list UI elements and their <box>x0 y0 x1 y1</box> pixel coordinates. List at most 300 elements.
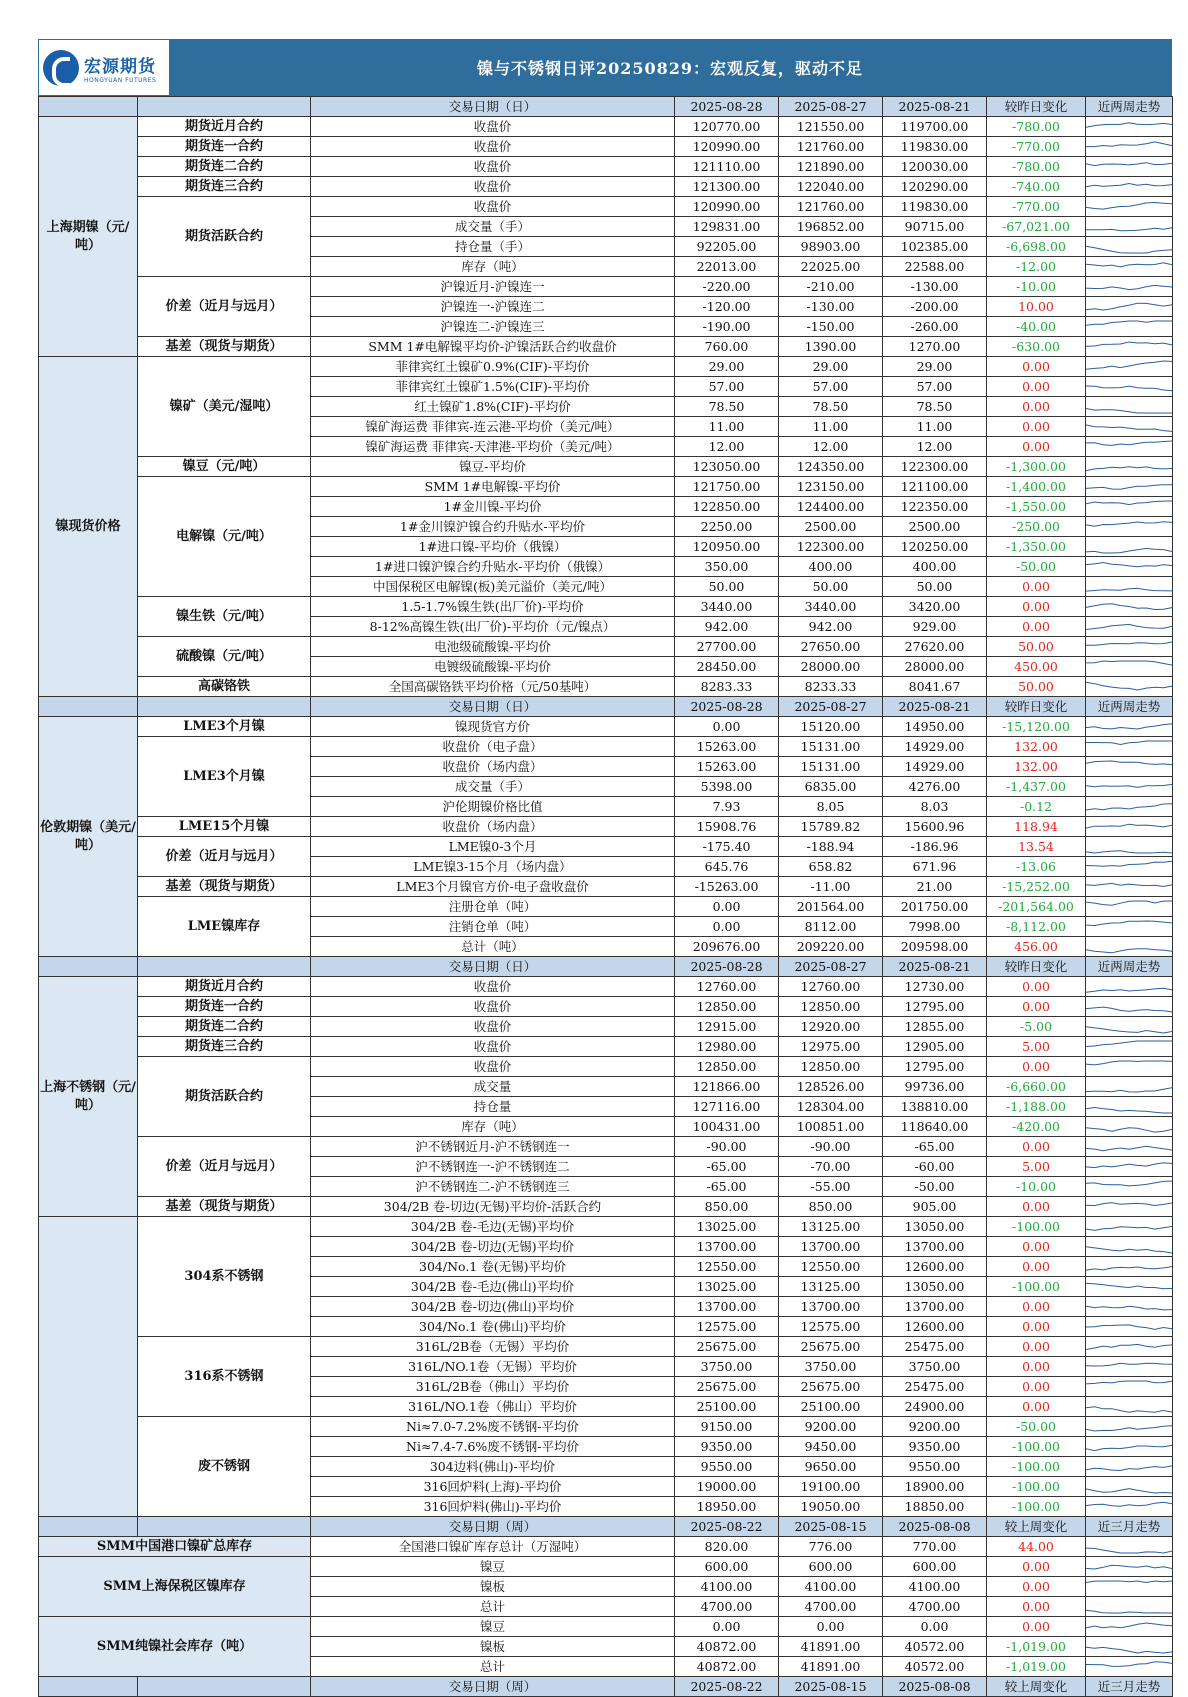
trend-line <box>1086 784 1172 787</box>
indicator-name: 中国保税区电解镍(板)美元溢价（美元/吨） <box>311 577 675 597</box>
trend-line <box>1086 162 1172 165</box>
trend-line <box>1086 1146 1172 1151</box>
group-label: SMM纯镍社会库存（吨） <box>39 1617 311 1677</box>
sparkline-cell <box>1086 1617 1173 1637</box>
value-cell: 25675.00 <box>675 1337 779 1357</box>
value-cell: 850.00 <box>675 1197 779 1217</box>
value-cell: 128526.00 <box>779 1077 883 1097</box>
value-cell: 3440.00 <box>779 597 883 617</box>
group-label: 上海不锈钢（元/吨） <box>39 977 138 1217</box>
value-cell: 28450.00 <box>675 657 779 677</box>
value-cell: 22025.00 <box>779 257 883 277</box>
change-cell: 13.54 <box>987 837 1086 857</box>
change-cell: 0.00 <box>987 397 1086 417</box>
sub-label: 期货活跃合约 <box>138 197 311 277</box>
value-cell: 11.00 <box>883 417 987 437</box>
table-row <box>39 637 1173 657</box>
change-cell: 0.00 <box>987 1557 1086 1577</box>
trend-line <box>1086 1226 1172 1230</box>
sparkline-cell <box>1086 1437 1173 1457</box>
indicator-name: LME3个月镍官方价-电子盘收盘价 <box>311 877 675 897</box>
change-cell: 0.00 <box>987 1577 1086 1597</box>
trend-line <box>1086 521 1172 526</box>
value-cell: 13700.00 <box>883 1237 987 1257</box>
indicator-name: 电池级硫酸镍-平均价 <box>311 637 675 657</box>
logo-text: 宏源期货 <box>84 56 156 77</box>
header-cell: 2025-08-22 <box>675 1677 779 1697</box>
indicator-name: 1#进口镍-平均价（俄镍） <box>311 537 675 557</box>
value-cell: 50.00 <box>675 577 779 597</box>
table-row <box>39 337 1173 357</box>
value-cell: 122350.00 <box>883 497 987 517</box>
table-row <box>39 1217 1173 1237</box>
table-row <box>39 177 1173 197</box>
trend-line <box>1086 501 1172 505</box>
trend-line <box>1086 1610 1172 1613</box>
sparkline-cell <box>1086 177 1173 197</box>
indicator-name: 收盘价 <box>311 197 675 217</box>
sparkline-cell <box>1086 217 1173 237</box>
value-cell: 118640.00 <box>883 1117 987 1137</box>
trend-line <box>1086 1061 1172 1065</box>
value-cell: 905.00 <box>883 1197 987 1217</box>
value-cell: 15908.76 <box>675 817 779 837</box>
indicator-name: 镍豆 <box>311 1557 675 1577</box>
value-cell: 121110.00 <box>675 157 779 177</box>
change-cell: -1,400.00 <box>987 477 1086 497</box>
header-cell: 2025-08-27 <box>779 97 883 117</box>
value-cell: 99736.00 <box>883 1077 987 1097</box>
value-cell: 201750.00 <box>883 897 987 917</box>
header-cell: 2025-08-22 <box>675 1517 779 1537</box>
header-cell <box>138 697 311 717</box>
sparkline-cell <box>1086 1657 1173 1677</box>
value-cell: 15131.00 <box>779 737 883 757</box>
value-cell: 760.00 <box>675 337 779 357</box>
header-row <box>39 1517 1173 1537</box>
sparkline-cell <box>1086 317 1173 337</box>
value-cell: 120250.00 <box>883 537 987 557</box>
indicator-name: 持仓量（手） <box>311 237 675 257</box>
data-table <box>38 96 1173 1697</box>
value-cell: 98903.00 <box>779 237 883 257</box>
value-cell: 92205.00 <box>675 237 779 257</box>
indicator-name: 1#进口镍沪镍合约升贴水-平均价（俄镍） <box>311 557 675 577</box>
value-cell: 209676.00 <box>675 937 779 957</box>
indicator-name: 沪不锈钢近月-沪不锈钢连一 <box>311 1137 675 1157</box>
value-cell: -90.00 <box>779 1137 883 1157</box>
value-cell: -200.00 <box>883 297 987 317</box>
value-cell: 15789.82 <box>779 817 883 837</box>
value-cell: 119700.00 <box>883 117 987 137</box>
indicator-name: 1#金川镍-平均价 <box>311 497 675 517</box>
value-cell: 12795.00 <box>883 997 987 1017</box>
sparkline-cell <box>1086 857 1173 877</box>
value-cell: 78.50 <box>675 397 779 417</box>
value-cell: 9550.00 <box>675 1457 779 1477</box>
value-cell: 25475.00 <box>883 1377 987 1397</box>
header-cell <box>39 1517 138 1537</box>
value-cell: 8112.00 <box>779 917 883 937</box>
sub-label: 期货连三合约 <box>138 1037 311 1057</box>
value-cell: 28000.00 <box>779 657 883 677</box>
indicator-name: 沪伦期镍价格比值 <box>311 797 675 817</box>
value-cell: 18950.00 <box>675 1497 779 1517</box>
change-cell: 44.00 <box>987 1537 1086 1557</box>
change-cell: -1,019.00 <box>987 1637 1086 1657</box>
indicator-name: 总计 <box>311 1597 675 1617</box>
value-cell: 14950.00 <box>883 717 987 737</box>
indicator-name: 注册仓单（吨） <box>311 897 675 917</box>
change-cell: 10.00 <box>987 297 1086 317</box>
trend-line <box>1086 1266 1172 1270</box>
value-cell: 942.00 <box>675 617 779 637</box>
change-cell: 0.00 <box>987 977 1086 997</box>
indicator-name: 收盘价 <box>311 1057 675 1077</box>
value-cell: 40872.00 <box>675 1637 779 1657</box>
change-cell: 50.00 <box>987 637 1086 657</box>
trend-line <box>1086 466 1172 470</box>
value-cell: 12.00 <box>779 437 883 457</box>
sparkline-cell <box>1086 357 1173 377</box>
value-cell: 14929.00 <box>883 757 987 777</box>
value-cell: 25675.00 <box>675 1377 779 1397</box>
sparkline-cell <box>1086 817 1173 837</box>
value-cell: 138810.00 <box>883 1097 987 1117</box>
trend-line <box>1086 183 1172 186</box>
table-row <box>39 117 1173 137</box>
sparkline-cell <box>1086 577 1173 597</box>
value-cell: 12760.00 <box>779 977 883 997</box>
trend-line <box>1086 723 1172 728</box>
value-cell: 128304.00 <box>779 1097 883 1117</box>
header-cell: 2025-08-08 <box>883 1677 987 1697</box>
value-cell: 50.00 <box>883 577 987 597</box>
sub-label: LME15个月镍 <box>138 817 311 837</box>
change-cell: -1,437.00 <box>987 777 1086 797</box>
sub-label: 期货连二合约 <box>138 157 311 177</box>
sub-label: 硫酸镍（元/吨） <box>138 637 311 677</box>
header-cell: 2025-08-28 <box>675 697 779 717</box>
table-row <box>39 1197 1173 1217</box>
trend-line <box>1086 227 1172 230</box>
value-cell: 4100.00 <box>675 1577 779 1597</box>
sparkline-cell <box>1086 1197 1173 1217</box>
value-cell: 0.00 <box>779 1617 883 1637</box>
indicator-name: 成交量 <box>311 1077 675 1097</box>
value-cell: 15600.96 <box>883 817 987 837</box>
value-cell: 13125.00 <box>779 1217 883 1237</box>
change-cell: 0.00 <box>987 1357 1086 1377</box>
sparkline-cell <box>1086 557 1173 577</box>
value-cell: 21.00 <box>883 877 987 897</box>
indicator-name: 316L/2B卷（佛山）平均价 <box>311 1377 675 1397</box>
value-cell: 6835.00 <box>779 777 883 797</box>
indicator-name: 库存（吨） <box>311 257 675 277</box>
change-cell: 0.00 <box>987 1397 1086 1417</box>
indicator-name: 304/2B 卷-切边(无锡)平均价-活跃合约 <box>311 1197 675 1217</box>
indicator-name: 总计 <box>311 1657 675 1677</box>
trend-line <box>1086 246 1172 253</box>
table-row <box>39 137 1173 157</box>
table-row <box>39 977 1173 997</box>
indicator-name: 收盘价 <box>311 137 675 157</box>
value-cell: 600.00 <box>675 1557 779 1577</box>
trend-line <box>1086 661 1172 665</box>
group-label: SMM上海保税区镍库存 <box>39 1557 311 1617</box>
value-cell: -90.00 <box>675 1137 779 1157</box>
change-cell: -770.00 <box>987 197 1086 217</box>
trend-line <box>1086 1445 1172 1450</box>
value-cell: 3420.00 <box>883 597 987 617</box>
value-cell: 12550.00 <box>779 1257 883 1277</box>
trend-line <box>1086 408 1172 413</box>
value-cell: 13050.00 <box>883 1217 987 1237</box>
value-cell: 25100.00 <box>779 1397 883 1417</box>
trend-line <box>1086 1181 1172 1186</box>
indicator-name: 菲律宾红土镍矿0.9%(CIF)-平均价 <box>311 357 675 377</box>
trend-line <box>1086 1465 1172 1470</box>
value-cell: -210.00 <box>779 277 883 297</box>
sparkline-cell <box>1086 1097 1173 1117</box>
trend-line <box>1086 803 1172 809</box>
indicator-name: 持仓量 <box>311 1097 675 1117</box>
trend-line <box>1086 741 1172 745</box>
trend-line <box>1086 548 1172 553</box>
change-cell: -13.06 <box>987 857 1086 877</box>
change-cell: 0.00 <box>987 597 1086 617</box>
header-cell: 2025-08-21 <box>883 957 987 977</box>
sparkline-cell <box>1086 337 1173 357</box>
indicator-name: 304/2B 卷-毛边(佛山)平均价 <box>311 1277 675 1297</box>
value-cell: 40872.00 <box>675 1657 779 1677</box>
value-cell: -150.00 <box>779 317 883 337</box>
table-row <box>39 1137 1173 1157</box>
trend-line <box>1086 1488 1172 1492</box>
value-cell: 196852.00 <box>779 217 883 237</box>
report-header <box>38 39 1172 96</box>
group-label: 伦敦期镍（美元/吨） <box>39 717 138 957</box>
table-row <box>39 877 1173 897</box>
value-cell: 121866.00 <box>675 1077 779 1097</box>
change-cell: -5.00 <box>987 1017 1086 1037</box>
indicator-name: 镍豆-平均价 <box>311 457 675 477</box>
sparkline-cell <box>1086 797 1173 817</box>
header-cell: 2025-08-15 <box>779 1677 883 1697</box>
indicator-name: 注销仓单（吨） <box>311 917 675 937</box>
value-cell: 22013.00 <box>675 257 779 277</box>
trend-line <box>1086 441 1172 445</box>
value-cell: 120030.00 <box>883 157 987 177</box>
sparkline-cell <box>1086 1337 1173 1357</box>
sparkline-cell <box>1086 1497 1173 1517</box>
value-cell: 600.00 <box>779 1557 883 1577</box>
trend-line <box>1086 1344 1172 1349</box>
indicator-name: 304边料(佛山)-平均价 <box>311 1457 675 1477</box>
sub-label: 期货连二合约 <box>138 1017 311 1037</box>
value-cell: 121100.00 <box>883 477 987 497</box>
value-cell: 671.96 <box>883 857 987 877</box>
indicator-name: LME镍3-15个月（场内盘） <box>311 857 675 877</box>
value-cell: 3750.00 <box>779 1357 883 1377</box>
indicator-name: 316回炉料(佛山)-平均价 <box>311 1497 675 1517</box>
value-cell: 15263.00 <box>675 757 779 777</box>
trend-line <box>1086 342 1172 346</box>
trend-line <box>1086 1425 1172 1430</box>
value-cell: 350.00 <box>675 557 779 577</box>
table-row <box>39 1337 1173 1357</box>
value-cell: 100851.00 <box>779 1117 883 1137</box>
trend-line <box>1086 1647 1172 1653</box>
sparkline-cell <box>1086 277 1173 297</box>
change-cell: 0.00 <box>987 1197 1086 1217</box>
table-row <box>39 157 1173 177</box>
indicator-name: 电镀级硫酸镍-平均价 <box>311 657 675 677</box>
value-cell: 13125.00 <box>779 1277 883 1297</box>
change-cell: -6,660.00 <box>987 1077 1086 1097</box>
change-cell: -100.00 <box>987 1497 1086 1517</box>
indicator-name: 全国高碳铬铁平均价格（元/50基吨） <box>311 677 675 697</box>
value-cell: 12975.00 <box>779 1037 883 1057</box>
value-cell: 7998.00 <box>883 917 987 937</box>
value-cell: 122300.00 <box>883 457 987 477</box>
sparkline-cell <box>1086 1457 1173 1477</box>
table-row <box>39 357 1173 377</box>
change-cell: -100.00 <box>987 1437 1086 1457</box>
logo-mark-icon <box>43 50 79 86</box>
value-cell: 40572.00 <box>883 1637 987 1657</box>
value-cell: 25100.00 <box>675 1397 779 1417</box>
sub-label: 316系不锈钢 <box>138 1337 311 1417</box>
indicator-name: 收盘价 <box>311 1037 675 1057</box>
sparkline-cell <box>1086 877 1173 897</box>
change-cell: 0.00 <box>987 437 1086 457</box>
sparkline-cell <box>1086 517 1173 537</box>
header-cell: 较上周变化 <box>987 1517 1086 1537</box>
indicator-name: 收盘价 <box>311 1017 675 1037</box>
sparkline-cell <box>1086 677 1173 697</box>
value-cell: 2250.00 <box>675 517 779 537</box>
value-cell: 29.00 <box>779 357 883 377</box>
value-cell: 120990.00 <box>675 137 779 157</box>
header-cell: 交易日期（周） <box>311 1517 675 1537</box>
value-cell: 13700.00 <box>883 1297 987 1317</box>
value-cell: 12850.00 <box>779 1057 883 1077</box>
value-cell: 209220.00 <box>779 937 883 957</box>
sparkline-cell <box>1086 477 1173 497</box>
indicator-name: SMM 1#电解镍-平均价 <box>311 477 675 497</box>
value-cell: 22588.00 <box>883 257 987 277</box>
sparkline-cell <box>1086 1637 1173 1657</box>
change-cell: -780.00 <box>987 117 1086 137</box>
value-cell: 129831.00 <box>675 217 779 237</box>
trend-line <box>1086 1162 1172 1167</box>
value-cell: 24900.00 <box>883 1397 987 1417</box>
value-cell: 12795.00 <box>883 1057 987 1077</box>
sparkline-cell <box>1086 1237 1173 1257</box>
trend-line <box>1086 901 1172 905</box>
sparkline-cell <box>1086 1117 1173 1137</box>
indicator-name: 收盘价 <box>311 117 675 137</box>
indicator-name: 304/2B 卷-切边(无锡)平均价 <box>311 1237 675 1257</box>
value-cell: 18900.00 <box>883 1477 987 1497</box>
sparkline-cell <box>1086 977 1173 997</box>
value-cell: 11.00 <box>675 417 779 437</box>
value-cell: 90715.00 <box>883 217 987 237</box>
change-cell: 5.00 <box>987 1157 1086 1177</box>
value-cell: 9200.00 <box>779 1417 883 1437</box>
sparkline-cell <box>1086 1177 1173 1197</box>
value-cell: 12980.00 <box>675 1037 779 1057</box>
sparkline-cell <box>1086 1377 1173 1397</box>
sub-label: 价差（近月与远月） <box>138 277 311 337</box>
indicator-name: 全国港口镍矿库存总计（万湿吨） <box>311 1537 675 1557</box>
value-cell: 121890.00 <box>779 157 883 177</box>
trend-line <box>1086 1548 1172 1553</box>
value-cell: 12550.00 <box>675 1257 779 1277</box>
indicator-name: LME镍0-3个月 <box>311 837 675 857</box>
change-cell: 0.00 <box>987 1337 1086 1357</box>
indicator-name: Ni≈7.4-7.6%废不锈钢-平均价 <box>311 1437 675 1457</box>
header-cell: 近两周走势 <box>1086 697 1173 717</box>
change-cell: -1,188.00 <box>987 1097 1086 1117</box>
value-cell: 27620.00 <box>883 637 987 657</box>
value-cell: 28000.00 <box>883 657 987 677</box>
value-cell: 8233.33 <box>779 677 883 697</box>
change-cell: -100.00 <box>987 1457 1086 1477</box>
table-row <box>39 897 1173 917</box>
header-cell: 较昨日变化 <box>987 957 1086 977</box>
value-cell: 4700.00 <box>883 1597 987 1617</box>
header-cell: 2025-08-21 <box>883 97 987 117</box>
value-cell: 12760.00 <box>675 977 779 997</box>
header-row <box>39 97 1173 117</box>
trend-line <box>1086 1007 1172 1012</box>
sparkline-cell <box>1086 1077 1173 1097</box>
header-cell: 较上周变化 <box>987 1677 1086 1697</box>
header-cell: 交易日期（日） <box>311 957 675 977</box>
change-cell: -100.00 <box>987 1217 1086 1237</box>
value-cell: 40572.00 <box>883 1657 987 1677</box>
value-cell: 400.00 <box>883 557 987 577</box>
indicator-name: 304/2B 卷-切边(佛山)平均价 <box>311 1297 675 1317</box>
indicator-name: 沪镍连二-沪镍连三 <box>311 317 675 337</box>
value-cell: 15131.00 <box>779 757 883 777</box>
value-cell: 3750.00 <box>675 1357 779 1377</box>
header-cell <box>39 697 138 717</box>
sub-label: 价差（近月与远月） <box>138 837 311 877</box>
change-cell: -250.00 <box>987 517 1086 537</box>
change-cell: 0.00 <box>987 1137 1086 1157</box>
header-cell: 较昨日变化 <box>987 697 1086 717</box>
header-cell <box>39 97 138 117</box>
sparkline-cell <box>1086 1057 1173 1077</box>
value-cell: 119830.00 <box>883 197 987 217</box>
value-cell: 4700.00 <box>675 1597 779 1617</box>
value-cell: 11.00 <box>779 417 883 437</box>
trend-line <box>1086 1041 1172 1047</box>
value-cell: 9150.00 <box>675 1417 779 1437</box>
change-cell: -1,350.00 <box>987 537 1086 557</box>
change-cell: -201,564.00 <box>987 897 1086 917</box>
trend-line <box>1086 1565 1172 1569</box>
change-cell: -10.00 <box>987 1177 1086 1197</box>
change-cell: 0.00 <box>987 357 1086 377</box>
sparkline-cell <box>1086 897 1173 917</box>
value-cell: 12915.00 <box>675 1017 779 1037</box>
value-cell: 8283.33 <box>675 677 779 697</box>
value-cell: -175.40 <box>675 837 779 857</box>
